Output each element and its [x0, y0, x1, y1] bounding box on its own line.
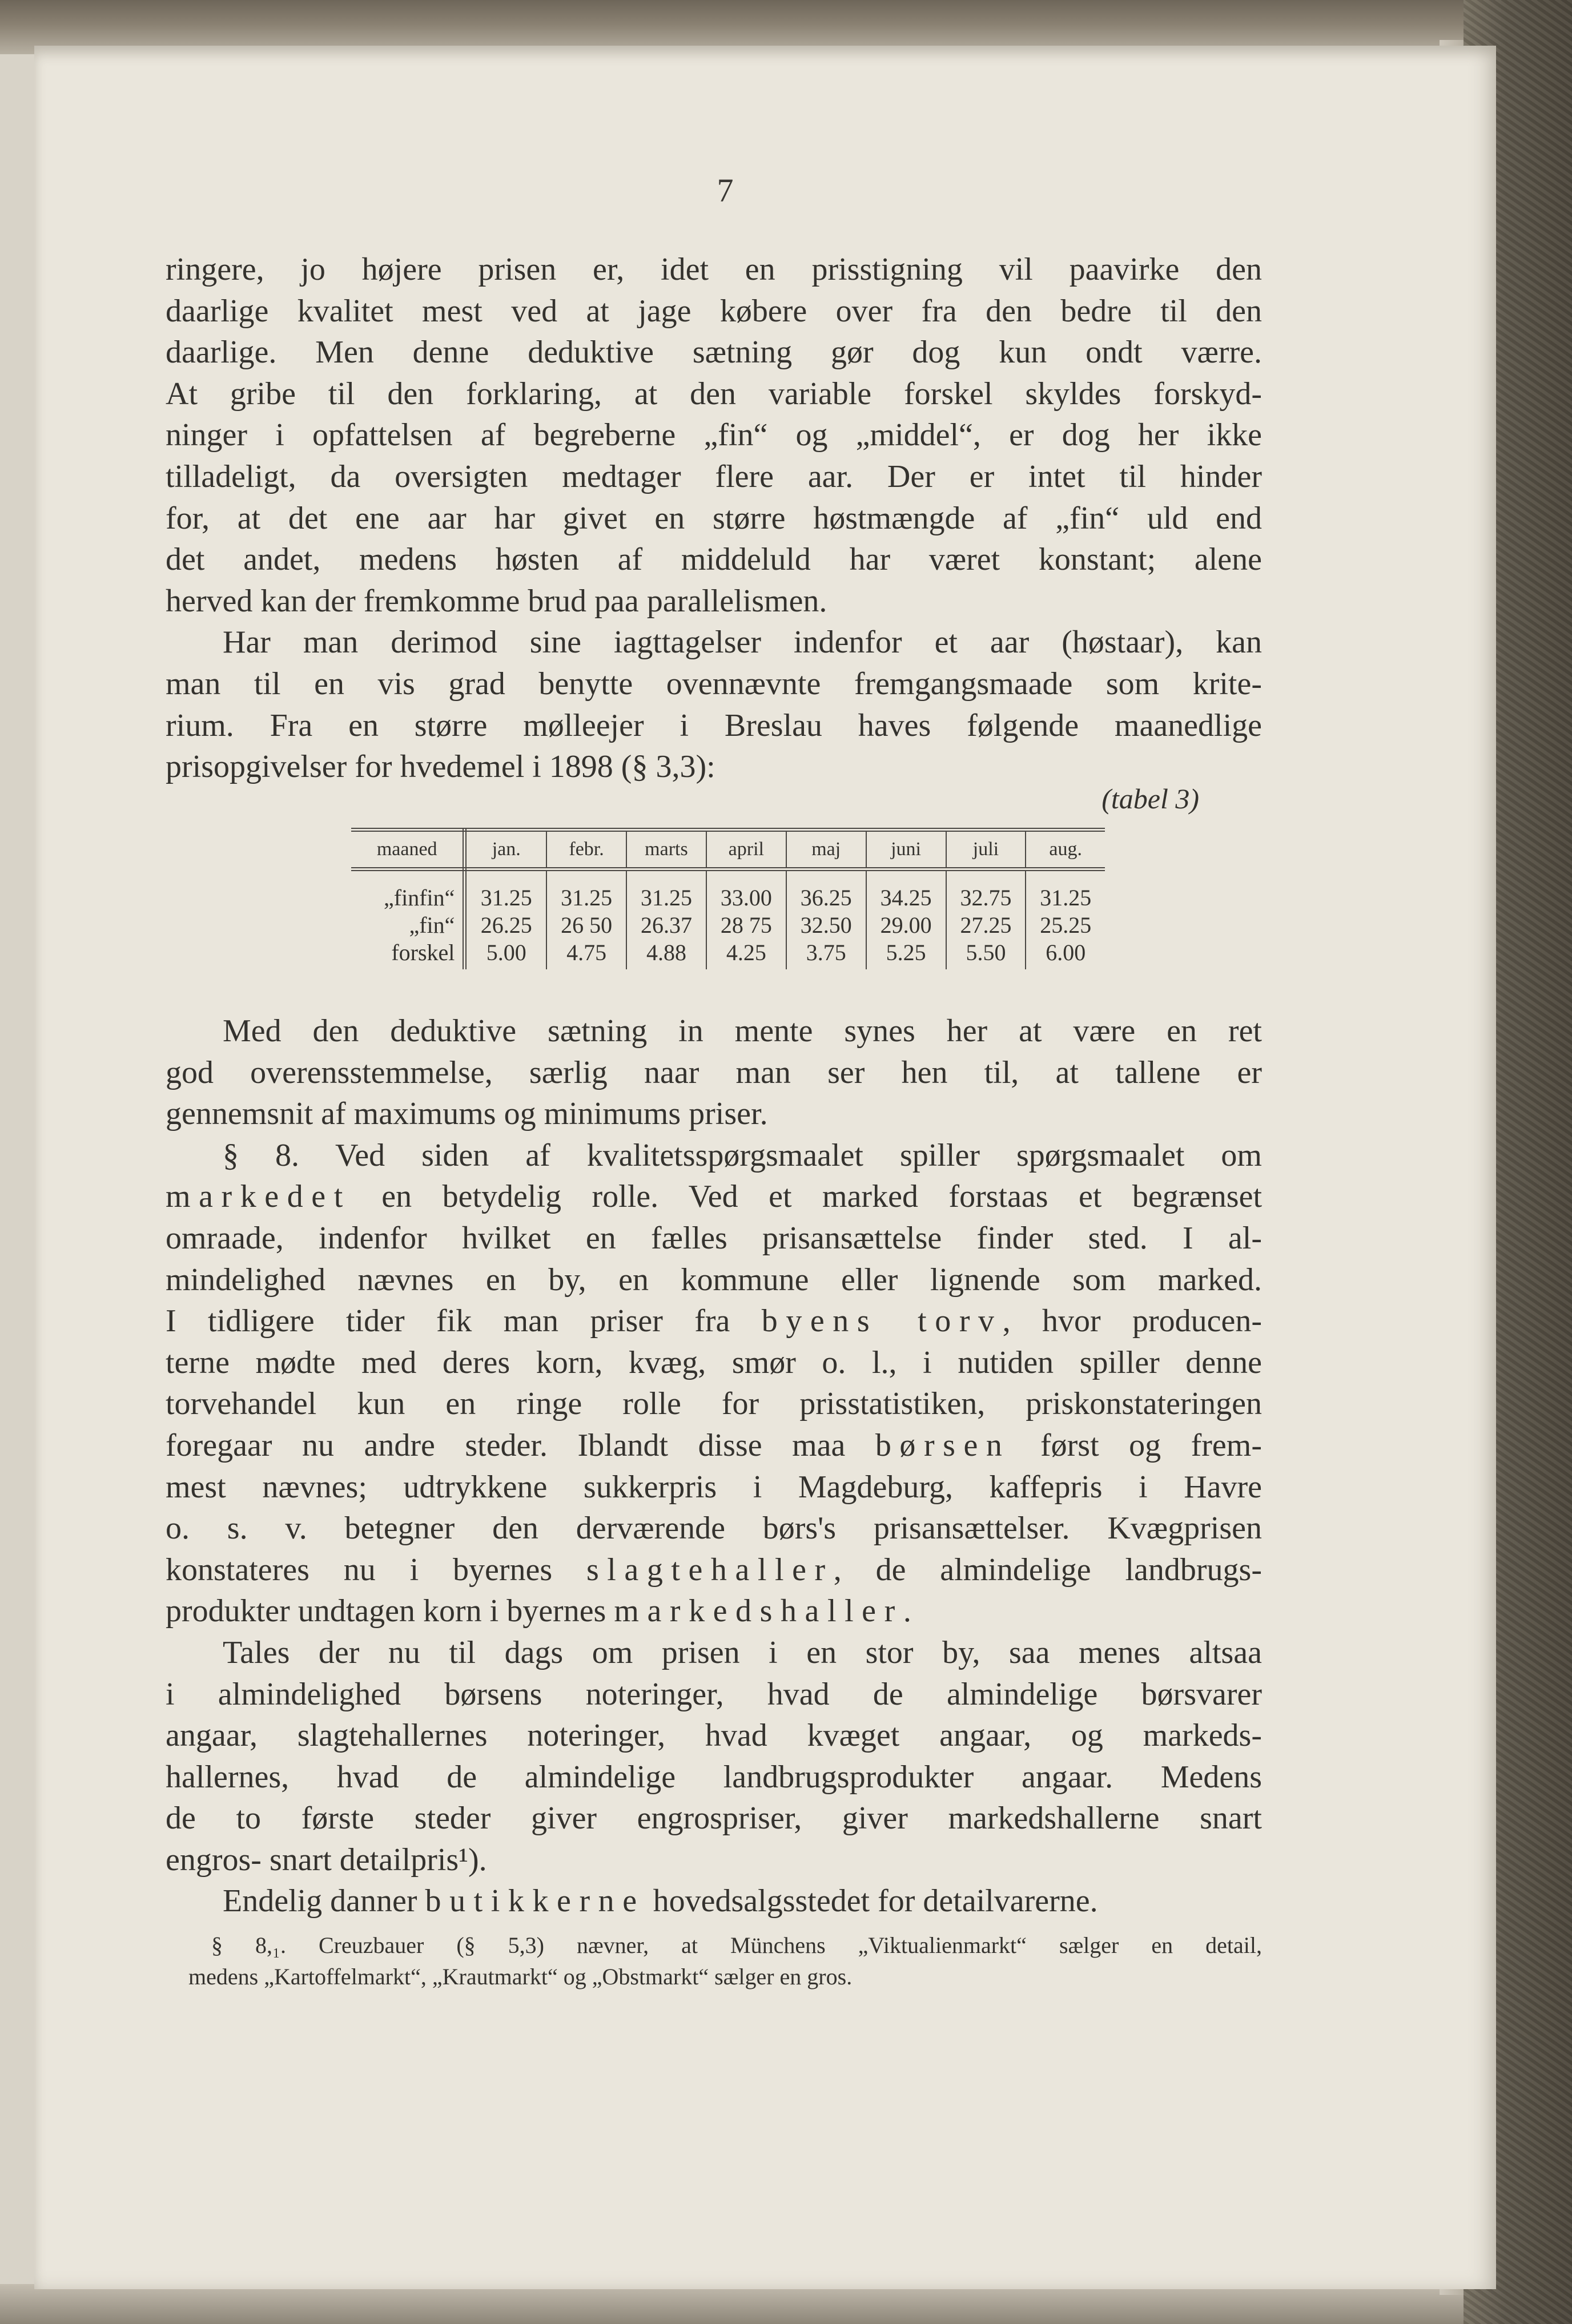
row-label: „fin“ [351, 911, 465, 939]
text-line: hallernes, hvad de almindelige landbrugsprodukter angaar. Medens [166, 1759, 1262, 1795]
text-run: produkter undtagen korn i byernes [166, 1593, 614, 1629]
table-cell: 25.25 [1026, 911, 1105, 939]
month-header: aug. [1026, 830, 1105, 869]
text-line: daarlige kvalitet mest ved at jage købere over fra den bedre til den [166, 293, 1262, 329]
text-line: mindelighed nævnes en by, en kommune eller lignende som marked. [166, 1262, 1262, 1298]
text-line [166, 1549, 1262, 1591]
table-cell: 31.25 [546, 869, 626, 912]
footnote-line: medens „Kartoffelmarkt“, „Krautmarkt“ og „Obstmarkt“ sælger en gros. [188, 1964, 853, 1989]
table-header-row [351, 830, 1105, 869]
text-line: prisopgivelser for hvedemel i 1898 (§ 3,3): [166, 749, 715, 785]
table-cell: 26.25 [465, 911, 546, 939]
spaced-term: butikkerne [425, 1883, 645, 1919]
month-header: jan. [465, 830, 546, 869]
table-cell: 5.25 [866, 939, 946, 969]
text-line: angaar, slagtehallernes noteringer, hvad kvæget angaar, og markeds- [166, 1718, 1262, 1754]
table-cell: 31.25 [1026, 869, 1105, 912]
spaced-term: markedshaller [614, 1593, 903, 1629]
text-line: torvehandel kun en ringe rolle for prisstatistiken, priskonstateringen [166, 1386, 1262, 1422]
text-line: daarlige. Men denne deduktive sætning gør dog kun ondt værre. [166, 335, 1262, 370]
text-line: Med den deduktive sætning in mente synes her at være en ret [223, 1013, 1262, 1049]
text-run: , de almindelige landbrugs- [833, 1552, 1262, 1588]
text-line [166, 1590, 1262, 1632]
month-header: marts [626, 830, 706, 869]
table-cell: 3.75 [786, 939, 866, 969]
text-line: § 8. Ved siden af kvalitetsspørgsmaalet spiller spørgsmaalet om [223, 1137, 1262, 1173]
page-number: 7 [717, 172, 734, 209]
text-line: herved kan der fremkomme brud paa parallelismen. [166, 583, 827, 619]
table-cell: 31.25 [626, 869, 706, 912]
table-cell: 27.25 [946, 911, 1026, 939]
table-cell: 29.00 [866, 911, 946, 939]
table-caption: (tabel 3) [1101, 783, 1199, 815]
text-run: hovedsalgsstedet for detailvarerne. [645, 1883, 1098, 1919]
table-cell: 28 75 [706, 911, 786, 939]
month-header: april [706, 830, 786, 869]
text-line: engros- snart detailpris¹). [166, 1842, 487, 1878]
text-line: i almindelighed børsens noteringer, hvad de almindelige børsvarer [166, 1676, 1262, 1712]
spaced-term: byens torv [761, 1303, 1003, 1339]
text-run: I tidligere tider fik man priser fra [166, 1303, 762, 1339]
table-cell: 31.25 [465, 869, 546, 912]
text-line: terne mødte med deres korn, kvæg, smør o. l., i nutiden spiller denne [166, 1344, 1262, 1380]
text-line: omraade, indenfor hvilket en fælles prisansættelse finder sted. I al- [166, 1220, 1262, 1256]
table-cell: 6.00 [1026, 939, 1105, 969]
text-line: rium. Fra en større mølleejer i Breslau haves følgende maanedlige [166, 707, 1262, 743]
footnote-line: § 8,₁. Creuzbauer (§ 5,3) nævner, at Münchens „Viktualienmarkt“ sælger en detail, [211, 1932, 1262, 1958]
text-line: gennemsnit af maximums og minimums priser. [166, 1096, 768, 1132]
table-row [351, 869, 1105, 912]
text-line: Tales der nu til dags om prisen i en stor by, saa menes altsaa [223, 1634, 1262, 1670]
book-bottom-edge [0, 2284, 1572, 2324]
text-line: tilladeligt, da oversigten medtager flere aar. Der er intet til hinder [166, 458, 1262, 494]
table-cell: 32.75 [946, 869, 1026, 912]
month-header: juli [946, 830, 1026, 869]
table-cell: 33.00 [706, 869, 786, 912]
text-line: de to første steder giver engrospriser, giver markedshallerne snart [166, 1801, 1262, 1836]
text-line: ringere, jo højere prisen er, idet en prisstigning vil paavirke den [166, 252, 1262, 287]
text-line: for, at det ene aar har givet en større høstmængde af „fin“ uld end [166, 500, 1262, 536]
month-header: febr. [546, 830, 626, 869]
table-cell: 36.25 [786, 869, 866, 912]
text-line: o. s. v. betegner den derværende børs's prisansættelser. Kvægprisen [166, 1511, 1262, 1546]
text-line: ninger i opfattelsen af begreberne „fin“ og „middel“, er dog her ikke [166, 417, 1262, 453]
paragraph-block-1 [166, 249, 1262, 788]
header-label: maaned [351, 830, 465, 869]
text-run: , hvor producen- [1002, 1303, 1263, 1339]
text-line: man til en vis grad benytte ovennævnte fremgangsmaade som krite- [166, 666, 1262, 702]
text-run: først og frem- [1010, 1427, 1262, 1463]
text-line: mest nævnes; udtrykkene sukkerpris i Magdeburg, kaffepris i Havre [166, 1469, 1262, 1505]
price-table [351, 828, 1105, 969]
text-run: foregaar nu andre steder. Iblandt disse maa [166, 1427, 875, 1463]
table-cell: 32.50 [786, 911, 866, 939]
text-run: Endelig danner [223, 1883, 425, 1919]
table-cell: 4.25 [706, 939, 786, 969]
text-line [166, 1176, 1262, 1218]
table-cell: 26 50 [546, 911, 626, 939]
text-run: . [903, 1593, 911, 1629]
table-row [351, 939, 1105, 969]
table-cell: 26.37 [626, 911, 706, 939]
spaced-term: slagtehaller [586, 1552, 834, 1588]
text-line [166, 1425, 1262, 1467]
text-line [166, 1880, 1262, 1922]
footnote [188, 1930, 1262, 1992]
text-line [166, 1300, 1262, 1342]
spaced-term: børsen [875, 1427, 1011, 1463]
text-line: god overensstemmelse, særlig naar man ser hen til, at tallene er [166, 1054, 1262, 1090]
table-row [351, 911, 1105, 939]
text-line: det andet, medens høsten af middeluld har været konstant; alene [166, 542, 1262, 578]
table-cell: 4.88 [626, 939, 706, 969]
table-cell: 34.25 [866, 869, 946, 912]
paragraph-block-2 [166, 1010, 1262, 1922]
text-line: At gribe til den forklaring, at den variable forskel skyldes forskyd- [166, 376, 1262, 412]
month-header: juni [866, 830, 946, 869]
row-label: „finfin“ [351, 869, 465, 912]
spaced-term: markedet [166, 1179, 351, 1215]
row-label: forskel [351, 939, 465, 969]
month-header: maj [786, 830, 866, 869]
text-run: en betydelig rolle. Ved et marked forstaas et begrænset [351, 1179, 1262, 1215]
table-cell: 4.75 [546, 939, 626, 969]
table-cell: 5.50 [946, 939, 1026, 969]
text-run: konstateres nu i byernes [166, 1552, 586, 1588]
text-line: Har man derimod sine iagttagelser indenfor et aar (høstaar), kan [223, 625, 1262, 660]
table-cell: 5.00 [465, 939, 546, 969]
